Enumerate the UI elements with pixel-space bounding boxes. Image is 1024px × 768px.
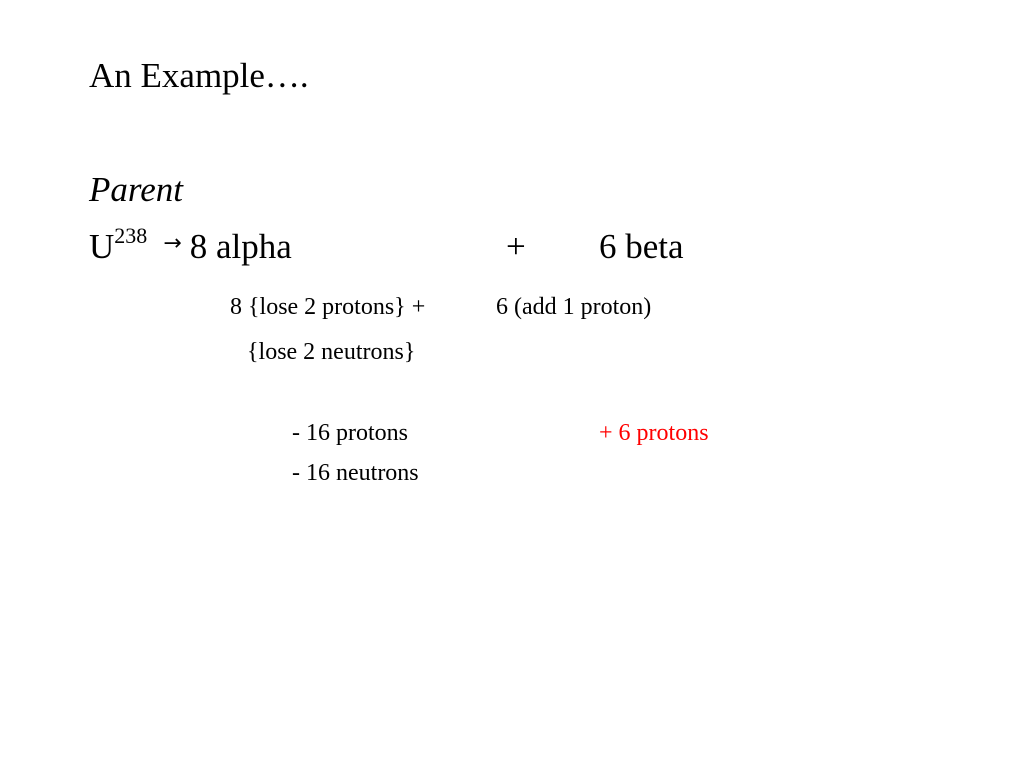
- arrow-icon: →: [163, 231, 182, 256]
- element-symbol: U: [89, 227, 115, 266]
- decay-equation-left: [89, 223, 292, 266]
- total-neutrons-lost: - 16 neutrons: [292, 460, 419, 486]
- equation-plus: +: [506, 227, 526, 266]
- parent-label: Parent: [89, 170, 183, 209]
- beta-effect: 6 (add 1 proton): [496, 294, 652, 320]
- total-protons-gained: + 6 protons: [599, 420, 709, 446]
- slide-title: An Example….: [89, 56, 309, 95]
- total-protons-lost: - 16 protons: [292, 420, 408, 446]
- alpha-effect-protons: 8 {lose 2 protons} +: [230, 294, 426, 320]
- beta-term: 6 beta: [599, 227, 684, 266]
- alpha-term: 8 alpha: [189, 227, 292, 266]
- mass-number: 238: [114, 223, 148, 248]
- alpha-effect-neutrons: {lose 2 neutrons}: [247, 339, 416, 365]
